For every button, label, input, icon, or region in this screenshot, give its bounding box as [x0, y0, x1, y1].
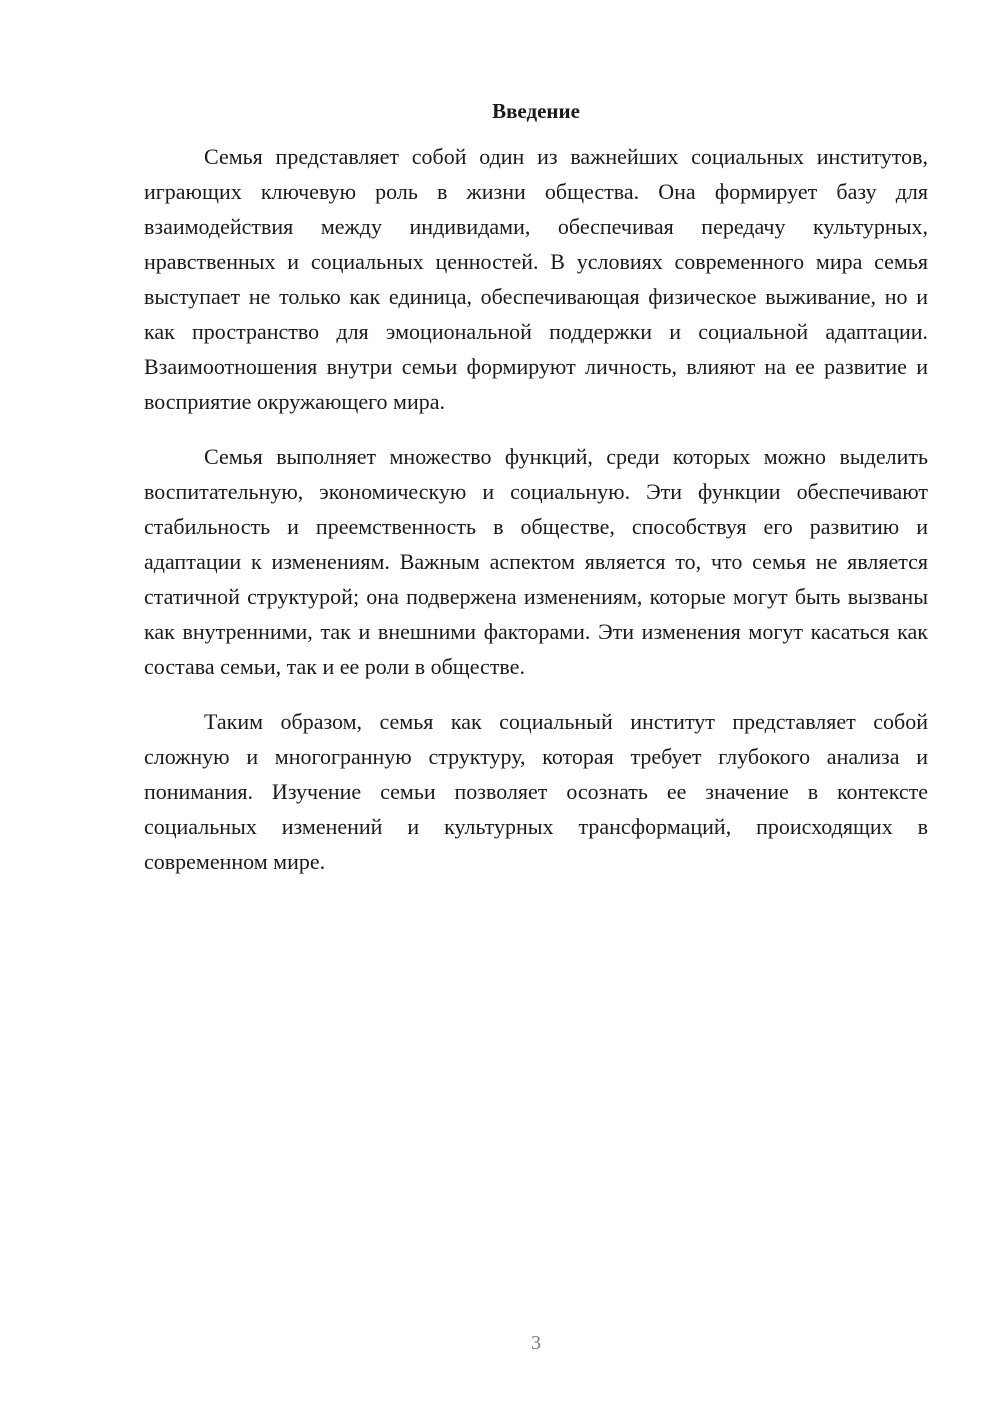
- paragraph-3: Таким образом, семья как социальный институт представляет собой сложную и многогранную структуру, которая требует глубокого анализа и понимания. Изучение семьи позволяет осознать ее значение в контексте социальных изменений и культурных трансформаций, происходящих в современном мире.: [144, 709, 928, 874]
- section-heading: Введение: [492, 99, 580, 123]
- page-number: 3: [531, 1332, 541, 1354]
- paragraph-2: Семья выполняет множество функций, среди которых можно выделить воспитательную, экономическую и социальную. Эти функции обеспечивают стабильность и преемственность в обществе, способствуя его развитию и адаптации к изменениям. Важным аспектом является то, что семья не является статичной структурой; она подвержена изменениям, которые могут быть вызваны как внутренними, так и внешними факторами. Эти изменения могут касаться как состава семьи, так и ее роли в обществе.: [144, 444, 928, 679]
- paragraph-1: Семья представляет собой один из важнейших социальных институтов, играющих ключевую роль в жизни общества. Она формирует базу для взаимодействия между индивидами, обеспечивая передачу культурных, нравственных и социальных ценностей. В условиях современного мира семья выступает не только как единица, обеспечивающая физическое выживание, но и как пространство для эмоциональной поддержки и социальной адаптации. Взаимоотношения внутри семьи формируют личность, влияют на ее развитие и восприятие окружающего мира.: [144, 144, 928, 414]
- page-content: [144, 96, 928, 899]
